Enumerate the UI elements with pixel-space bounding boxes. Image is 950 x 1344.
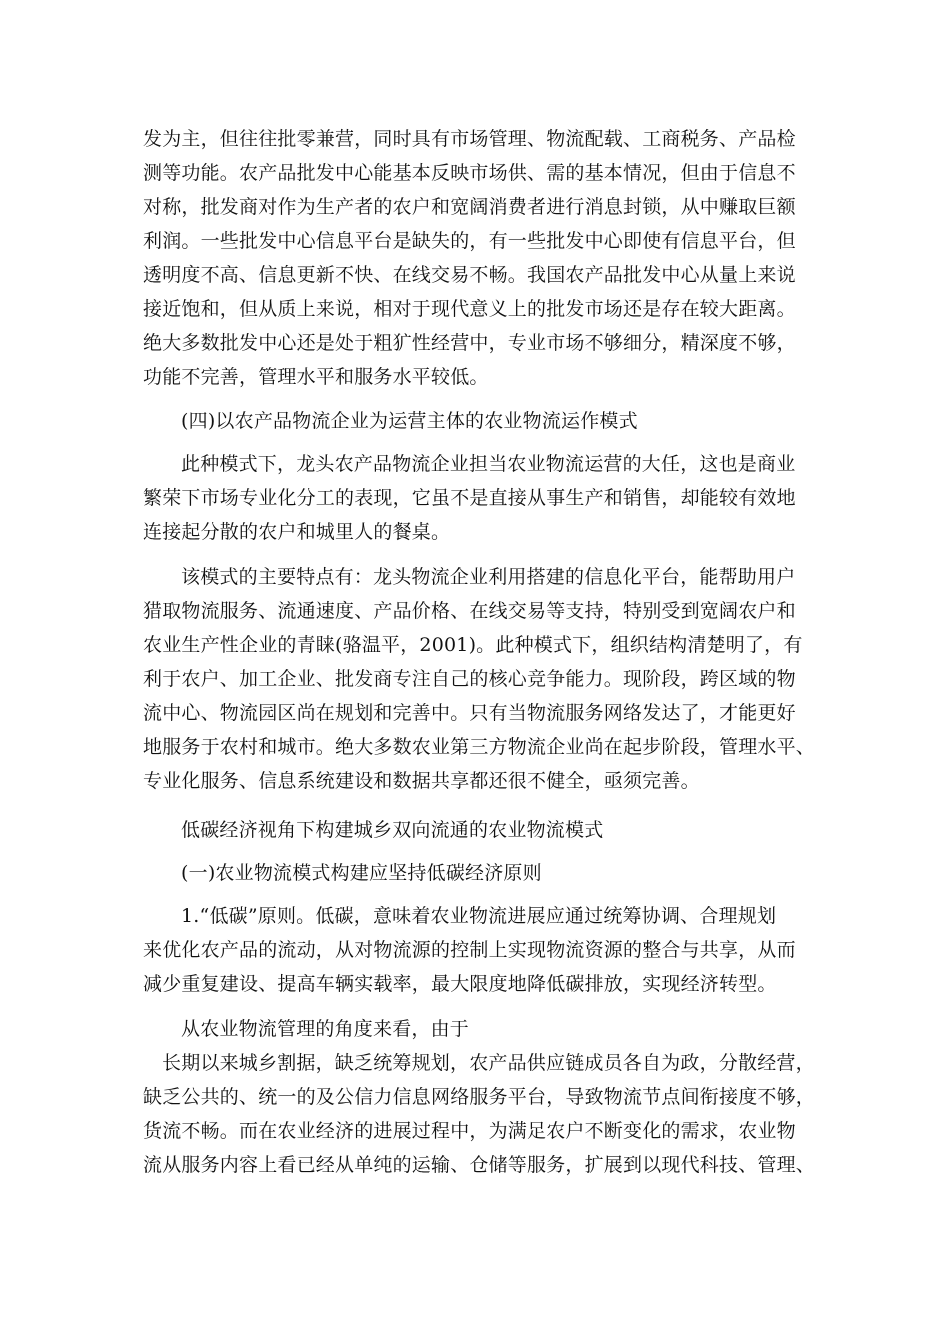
section-heading: 低碳经济视角下构建城乡双向流通的农业物流模式 bbox=[181, 819, 604, 841]
text-line: 货流不畅。而在农业经济的进展过程中，为满足农户不断变化的需求，农业物 bbox=[143, 1120, 796, 1142]
text-line: 利润。一些批发中心信息平台是缺失的，有一些批发中心即使有信息平台，但 bbox=[143, 230, 796, 252]
text-line: 农业生产性企业的青睐(骆温平，2001)。此种模式下，组织结构清楚明了，有 bbox=[143, 634, 803, 656]
text-line: 绝大多数批发中心还是处于粗犷性经营中，专业市场不够细分，精深度不够， bbox=[143, 332, 796, 354]
subsection-heading: (一)农业物流模式构建应坚持低碳经济原则 bbox=[181, 862, 542, 884]
text-line: 透明度不高、信息更新不快、在线交易不畅。我国农产品批发中心从量上来说 bbox=[143, 264, 796, 286]
text-line: 长期以来城乡割据，缺乏统筹规划，农产品供应链成员各自为政，分散经营， bbox=[162, 1052, 815, 1074]
text-line: 1.“低碳”原则。低碳，意味着农业物流进展应通过统筹协调、合理规划 bbox=[181, 905, 777, 927]
text-line: 发为主，但往往批零兼营，同时具有市场管理、物流配载、工商税务、产品检 bbox=[143, 128, 796, 150]
text-line: 流中心、物流园区尚在规划和完善中。只有当物流服务网络发达了，才能更好 bbox=[143, 702, 796, 724]
text-line: 接近饱和，但从质上来说，相对于现代意义上的批发市场还是存在较大距离。 bbox=[143, 298, 796, 320]
text-line: 专业化服务、信息系统建设和数据共享都还很不健全，亟须完善。 bbox=[143, 770, 700, 792]
text-line: 此种模式下，龙头农产品物流企业担当农业物流运营的大任，这也是商业 bbox=[181, 453, 796, 475]
text-line: 功能不完善，管理水平和服务水平较低。 bbox=[143, 366, 489, 388]
text-line: 繁荣下市场专业化分工的表现，它虽不是直接从事生产和销售，却能较有效地 bbox=[143, 487, 796, 509]
text-line: 地服务于农村和城市。绝大多数农业第三方物流企业尚在起步阶段，管理水平、 bbox=[143, 736, 816, 758]
text-line: 从农业物流管理的角度来看，由于 bbox=[181, 1018, 470, 1040]
text-line: 来优化农产品的流动，从对物流源的控制上实现物流资源的整合与共享，从而 bbox=[143, 939, 796, 961]
text-line: 猎取物流服务、流通速度、产品价格、在线交易等支持，特别受到宽阔农户和 bbox=[143, 600, 796, 622]
text-line: 连接起分散的农户和城里人的餐桌。 bbox=[143, 521, 451, 543]
section-heading: (四)以农产品物流企业为运营主体的农业物流运作模式 bbox=[181, 410, 638, 432]
text-line: 流从服务内容上看已经从单纯的运输、仓储等服务，扩展到以现代科技、管理、 bbox=[143, 1154, 816, 1176]
text-line: 测等功能。农产品批发中心能基本反映市场供、需的基本情况，但由于信息不 bbox=[143, 162, 796, 184]
text-line: 减少重复建设、提高车辆实载率，最大限度地降低碳排放，实现经济转型。 bbox=[143, 973, 777, 995]
text-line: 缺乏公共的、统一的及公信力信息网络服务平台，导致物流节点间衔接度不够， bbox=[143, 1086, 816, 1108]
text-line: 该模式的主要特点有：龙头物流企业利用搭建的信息化平台，能帮助用户 bbox=[181, 566, 796, 588]
text-line: 对称，批发商对作为生产者的农户和宽阔消费者进行消息封锁，从中赚取巨额 bbox=[143, 196, 796, 218]
text-line: 利于农户、加工企业、批发商专注自己的核心竞争能力。现阶段，跨区域的物 bbox=[143, 668, 796, 690]
